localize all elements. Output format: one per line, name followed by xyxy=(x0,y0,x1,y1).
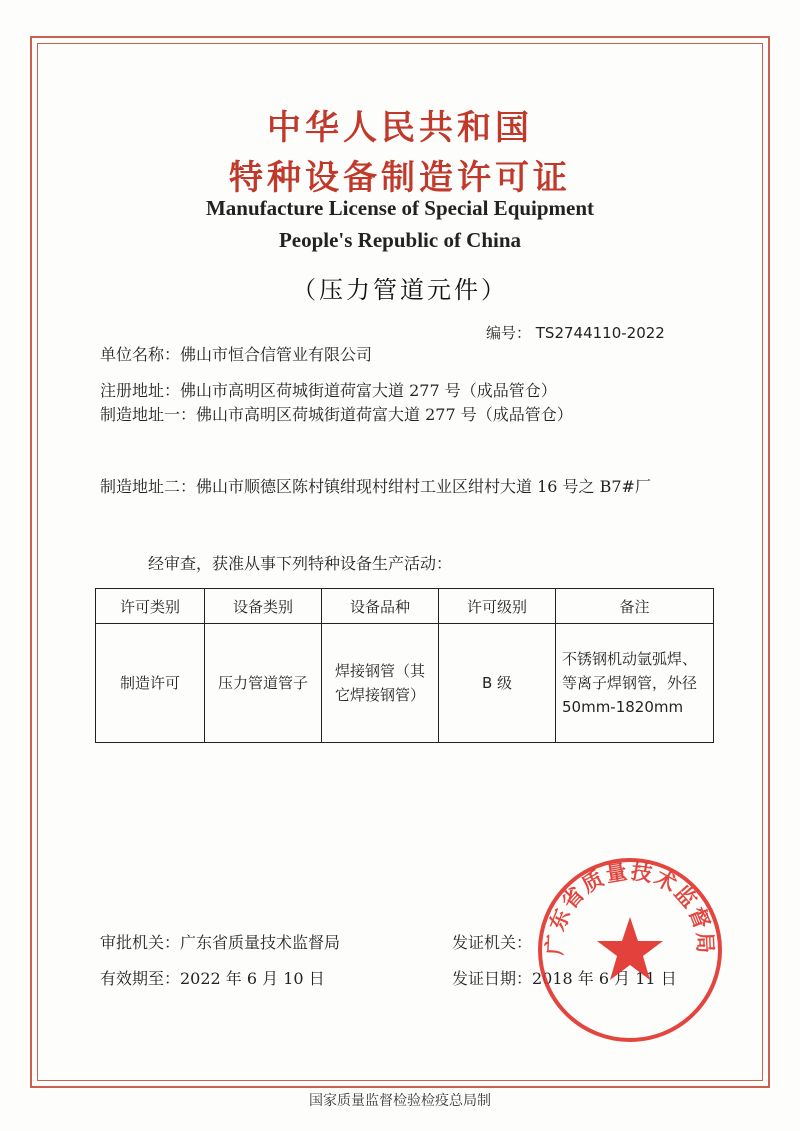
star-icon xyxy=(597,917,663,980)
approval-authority: 审批机关：广东省质量技术监督局 xyxy=(100,933,341,952)
table-header-row xyxy=(96,589,714,624)
title-country: 中华人民共和国 xyxy=(267,108,533,148)
header-equipment-variety: 设备品种 xyxy=(322,589,439,624)
company-name: 单位名称：佛山市恒合信管业有限公司 xyxy=(100,345,373,364)
license-category: （压力管道元件） xyxy=(292,276,508,304)
header-license-level: 许可级别 xyxy=(439,589,556,624)
official-seal xyxy=(535,855,725,1045)
cell-license-level: B 级 xyxy=(439,624,556,743)
header-license-type: 许可类别 xyxy=(96,589,205,624)
registered-address: 注册地址：佛山市高明区荷城街道荷富大道 277 号（成品管仓） xyxy=(100,381,557,400)
header-remarks: 备注 xyxy=(556,589,714,624)
cell-license-type: 制造许可 xyxy=(96,624,205,743)
license-table xyxy=(95,588,714,743)
seal-text: 广东省质量技术监督局 xyxy=(542,859,718,956)
title-license: 特种设备制造许可证 xyxy=(229,158,571,198)
issuing-authority: 发证机关： xyxy=(452,933,533,952)
title-en-country: People's Republic of China xyxy=(278,228,522,252)
issuer-footer: 国家质量监督检验检疫总局制 xyxy=(309,1093,491,1109)
manufacturing-address-1: 制造地址一：佛山市高明区荷城街道荷富大道 277 号（成品管仓） xyxy=(100,405,573,424)
cell-equipment-variety: 焊接钢管（其它焊接钢管） xyxy=(322,624,439,743)
header-equipment-category: 设备类别 xyxy=(205,589,322,624)
certificate-number: 编号： TS2744110-2022 xyxy=(486,324,665,342)
approval-statement: 经审查，获准从事下列特种设备生产活动： xyxy=(148,554,453,573)
cell-remarks: 不锈钢机动氩弧焊、等离子焊钢管，外径 50mm-1820mm xyxy=(556,624,714,743)
valid-until: 有效期至：2022 年 6 月 10 日 xyxy=(100,969,325,988)
table-row xyxy=(96,624,714,743)
title-en-license: Manufacture License of Special Equipment xyxy=(205,196,595,220)
cell-equipment-category: 压力管道管子 xyxy=(205,624,322,743)
issue-date: 发证日期：2018 年 6 月 11 日 xyxy=(452,969,677,988)
manufacturing-address-2: 制造地址二：佛山市顺德区陈村镇绀现村绀村工业区绀村大道 16 号之 B7#厂 xyxy=(100,477,651,496)
